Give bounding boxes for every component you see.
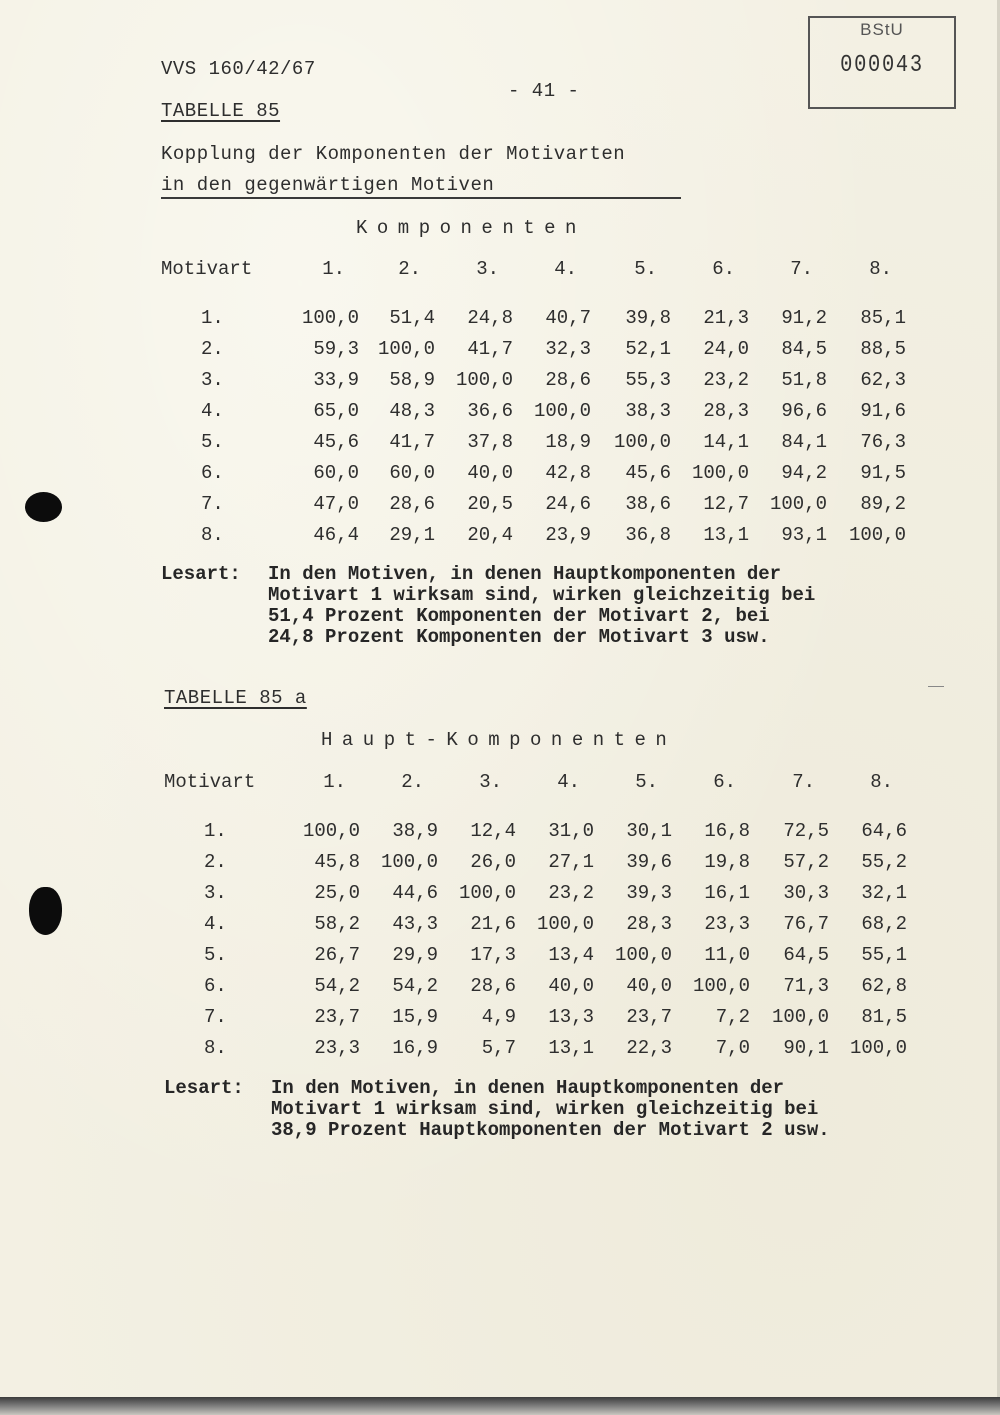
cell: 20,4 — [467, 523, 513, 546]
table85a-col-2: 2. — [401, 771, 424, 793]
table85a-group-header: Haupt-Komponenten — [321, 729, 677, 751]
row-label: 4. — [204, 912, 227, 935]
cell: 100,0 — [614, 943, 672, 966]
punch-hole-lower — [29, 887, 62, 935]
cell: 21,6 — [470, 912, 516, 935]
cell: 72,5 — [783, 819, 829, 842]
cell: 58,2 — [314, 912, 360, 935]
cell: 55,1 — [861, 943, 907, 966]
table-row — [164, 970, 907, 1001]
cell: 26,0 — [470, 850, 516, 873]
cell: 16,1 — [704, 881, 750, 904]
table-row — [161, 333, 906, 364]
lesart-line: Motivart 1 wirksam sind, wirken gleichzeitig bei — [271, 1098, 819, 1120]
document-reference: VVS 160/42/67 — [161, 58, 316, 80]
cell: 13,3 — [548, 1005, 594, 1028]
table-row — [161, 519, 906, 550]
table85-col-3: 3. — [476, 258, 499, 280]
cell: 13,1 — [548, 1036, 594, 1059]
cell: 33,9 — [313, 368, 359, 391]
cell: 27,1 — [548, 850, 594, 873]
lesart-line: Motivart 1 wirksam sind, wirken gleichzeitig bei — [268, 584, 816, 606]
cell: 60,0 — [389, 461, 435, 484]
table85a-col-4: 4. — [557, 771, 580, 793]
cell: 76,3 — [860, 430, 906, 453]
cell: 39,8 — [625, 306, 671, 329]
cell: 42,8 — [545, 461, 591, 484]
table85-title-underline — [161, 197, 681, 199]
cell: 76,7 — [783, 912, 829, 935]
cell: 16,9 — [392, 1036, 438, 1059]
row-label: 8. — [204, 1036, 227, 1059]
cell: 39,6 — [626, 850, 672, 873]
cell: 40,0 — [467, 461, 513, 484]
cell: 11,0 — [704, 943, 750, 966]
cell: 45,8 — [314, 850, 360, 873]
cell: 5,7 — [481, 1036, 516, 1059]
cell: 51,8 — [781, 368, 827, 391]
cell: 94,2 — [781, 461, 827, 484]
table85-row-header: Motivart — [161, 258, 253, 280]
cell: 89,2 — [860, 492, 906, 515]
cell: 19,8 — [704, 850, 750, 873]
cell: 52,1 — [625, 337, 671, 360]
cell: 32,1 — [861, 881, 907, 904]
cell: 29,9 — [392, 943, 438, 966]
cell: 100,0 — [455, 368, 513, 391]
page-bottom-edge — [0, 1397, 1000, 1415]
cell: 39,3 — [626, 881, 672, 904]
cell: 100,0 — [848, 523, 906, 546]
cell: 40,0 — [626, 974, 672, 997]
table-row — [164, 877, 907, 908]
lesart-line: In den Motiven, in denen Hauptkomponenten der — [268, 563, 782, 585]
row-label: 1. — [201, 306, 224, 329]
table85a-col-3: 3. — [479, 771, 502, 793]
cell: 29,1 — [389, 523, 435, 546]
table85a-header-row — [164, 771, 907, 815]
cell: 100,0 — [771, 1005, 829, 1028]
cell: 25,0 — [314, 881, 360, 904]
row-label: 7. — [204, 1005, 227, 1028]
cell: 100,0 — [377, 337, 435, 360]
cell: 54,2 — [392, 974, 438, 997]
table-row — [161, 457, 906, 488]
table85-title-line1: Kopplung der Komponenten der Motivarten — [161, 143, 626, 165]
cell: 23,3 — [314, 1036, 360, 1059]
cell: 15,9 — [392, 1005, 438, 1028]
table85-col-6: 6. — [712, 258, 735, 280]
cell: 41,7 — [467, 337, 513, 360]
row-label: 8. — [201, 523, 224, 546]
stamp-title: BStU — [860, 20, 904, 39]
row-label: 6. — [204, 974, 227, 997]
cell: 51,4 — [389, 306, 435, 329]
cell: 100,0 — [769, 492, 827, 515]
cell: 30,3 — [783, 881, 829, 904]
row-label: 3. — [204, 881, 227, 904]
cell: 91,6 — [860, 399, 906, 422]
cell: 59,3 — [313, 337, 359, 360]
cell: 44,6 — [392, 881, 438, 904]
table85-col-1: 1. — [322, 258, 345, 280]
cell: 57,2 — [783, 850, 829, 873]
row-label: 3. — [201, 368, 224, 391]
table85-col-2: 2. — [398, 258, 421, 280]
cell: 68,2 — [861, 912, 907, 935]
cell: 100,0 — [380, 850, 438, 873]
cell: 14,1 — [703, 430, 749, 453]
table85-title-line2: in den gegenwärtigen Motiven — [161, 174, 495, 196]
table85-col-4: 4. — [554, 258, 577, 280]
cell: 23,2 — [548, 881, 594, 904]
cell: 100,0 — [691, 461, 749, 484]
table85a-col-5: 5. — [635, 771, 658, 793]
cell: 7,2 — [715, 1005, 750, 1028]
stray-mark — [928, 686, 944, 687]
table85-col-8: 8. — [869, 258, 892, 280]
cell: 65,0 — [313, 399, 359, 422]
row-label: 2. — [204, 850, 227, 873]
cell: 64,5 — [783, 943, 829, 966]
table-row — [161, 426, 906, 457]
table85-col-7: 7. — [790, 258, 813, 280]
cell: 22,3 — [626, 1036, 672, 1059]
cell: 36,8 — [625, 523, 671, 546]
cell: 91,2 — [781, 306, 827, 329]
cell: 4,9 — [481, 1005, 516, 1028]
cell: 18,9 — [545, 430, 591, 453]
cell: 45,6 — [313, 430, 359, 453]
cell: 60,0 — [313, 461, 359, 484]
table85-group-header: Komponenten — [356, 217, 586, 239]
table-row — [161, 395, 906, 426]
cell: 38,9 — [392, 819, 438, 842]
table85-lesart — [161, 564, 921, 654]
cell: 36,6 — [467, 399, 513, 422]
table-row — [164, 815, 907, 846]
cell: 84,1 — [781, 430, 827, 453]
row-label: 2. — [201, 337, 224, 360]
cell: 64,6 — [861, 819, 907, 842]
page-number: - 41 - — [508, 80, 580, 102]
lesart-line: In den Motiven, in denen Hauptkomponenten der — [271, 1077, 785, 1099]
cell: 85,1 — [860, 306, 906, 329]
cell: 13,4 — [548, 943, 594, 966]
cell: 47,0 — [313, 492, 359, 515]
row-label: 7. — [201, 492, 224, 515]
table85a-col-6: 6. — [713, 771, 736, 793]
cell: 100,0 — [301, 306, 359, 329]
cell: 38,6 — [625, 492, 671, 515]
cell: 23,9 — [545, 523, 591, 546]
cell: 26,7 — [314, 943, 360, 966]
cell: 37,8 — [467, 430, 513, 453]
cell: 28,3 — [626, 912, 672, 935]
cell: 84,5 — [781, 337, 827, 360]
cell: 31,0 — [548, 819, 594, 842]
cell: 28,6 — [470, 974, 516, 997]
table85-col-5: 5. — [634, 258, 657, 280]
cell: 100,0 — [536, 912, 594, 935]
cell: 41,7 — [389, 430, 435, 453]
cell: 96,6 — [781, 399, 827, 422]
lesart-line: 51,4 Prozent Komponenten der Motivart 2, bei — [268, 605, 770, 627]
cell: 7,0 — [715, 1036, 750, 1059]
table-row — [164, 939, 907, 970]
cell: 40,0 — [548, 974, 594, 997]
row-label: 4. — [201, 399, 224, 422]
table85 — [161, 258, 906, 550]
cell: 88,5 — [860, 337, 906, 360]
cell: 100,0 — [692, 974, 750, 997]
table-row — [161, 488, 906, 519]
cell: 21,3 — [703, 306, 749, 329]
cell: 24,6 — [545, 492, 591, 515]
table-row — [164, 846, 907, 877]
table-row — [164, 1032, 907, 1063]
cell: 28,3 — [703, 399, 749, 422]
cell: 71,3 — [783, 974, 829, 997]
lesart-line: 38,9 Prozent Hauptkomponenten der Motivart 2 usw. — [271, 1119, 830, 1141]
cell: 100,0 — [533, 399, 591, 422]
table-row — [161, 302, 906, 333]
row-label: 5. — [204, 943, 227, 966]
cell: 24,0 — [703, 337, 749, 360]
table85-header-row — [161, 258, 906, 302]
cell: 55,2 — [861, 850, 907, 873]
row-label: 6. — [201, 461, 224, 484]
cell: 38,3 — [625, 399, 671, 422]
table85a-col-7: 7. — [792, 771, 815, 793]
lesart-line: 24,8 Prozent Komponenten der Motivart 3 usw. — [268, 626, 770, 648]
cell: 30,1 — [626, 819, 672, 842]
cell: 55,3 — [625, 368, 671, 391]
cell: 23,7 — [314, 1005, 360, 1028]
cell: 100,0 — [849, 1036, 907, 1059]
stamp-number: 000043 — [840, 52, 924, 79]
table85a-lesart — [164, 1078, 924, 1148]
cell: 17,3 — [470, 943, 516, 966]
archive-stamp — [808, 16, 956, 109]
cell: 62,3 — [860, 368, 906, 391]
cell: 45,6 — [625, 461, 671, 484]
table-row — [164, 1001, 907, 1032]
cell: 16,8 — [704, 819, 750, 842]
cell: 20,5 — [467, 492, 513, 515]
cell: 90,1 — [783, 1036, 829, 1059]
cell: 24,8 — [467, 306, 513, 329]
row-label: 5. — [201, 430, 224, 453]
lesart-label: Lesart: — [164, 1077, 244, 1099]
table85a-label: TABELLE 85 a — [164, 687, 307, 709]
cell: 81,5 — [861, 1005, 907, 1028]
cell: 58,9 — [389, 368, 435, 391]
cell: 23,3 — [704, 912, 750, 935]
cell: 23,7 — [626, 1005, 672, 1028]
table85-label: TABELLE 85 — [161, 100, 281, 122]
cell: 100,0 — [302, 819, 360, 842]
cell: 43,3 — [392, 912, 438, 935]
cell: 62,8 — [861, 974, 907, 997]
cell: 12,4 — [470, 819, 516, 842]
cell: 46,4 — [313, 523, 359, 546]
cell: 100,0 — [613, 430, 671, 453]
cell: 23,2 — [703, 368, 749, 391]
table85a-row-header: Motivart — [164, 771, 256, 793]
cell: 32,3 — [545, 337, 591, 360]
table-row — [161, 364, 906, 395]
table85a-col-1: 1. — [323, 771, 346, 793]
cell: 54,2 — [314, 974, 360, 997]
cell: 12,7 — [703, 492, 749, 515]
punch-hole-upper — [25, 492, 62, 522]
cell: 13,1 — [703, 523, 749, 546]
cell: 40,7 — [545, 306, 591, 329]
table-row — [164, 908, 907, 939]
table85a-col-8: 8. — [870, 771, 893, 793]
cell: 100,0 — [458, 881, 516, 904]
cell: 91,5 — [860, 461, 906, 484]
table85a — [164, 771, 907, 1063]
cell: 93,1 — [781, 523, 827, 546]
cell: 28,6 — [389, 492, 435, 515]
lesart-label: Lesart: — [161, 563, 241, 585]
cell: 28,6 — [545, 368, 591, 391]
cell: 48,3 — [389, 399, 435, 422]
row-label: 1. — [204, 819, 227, 842]
